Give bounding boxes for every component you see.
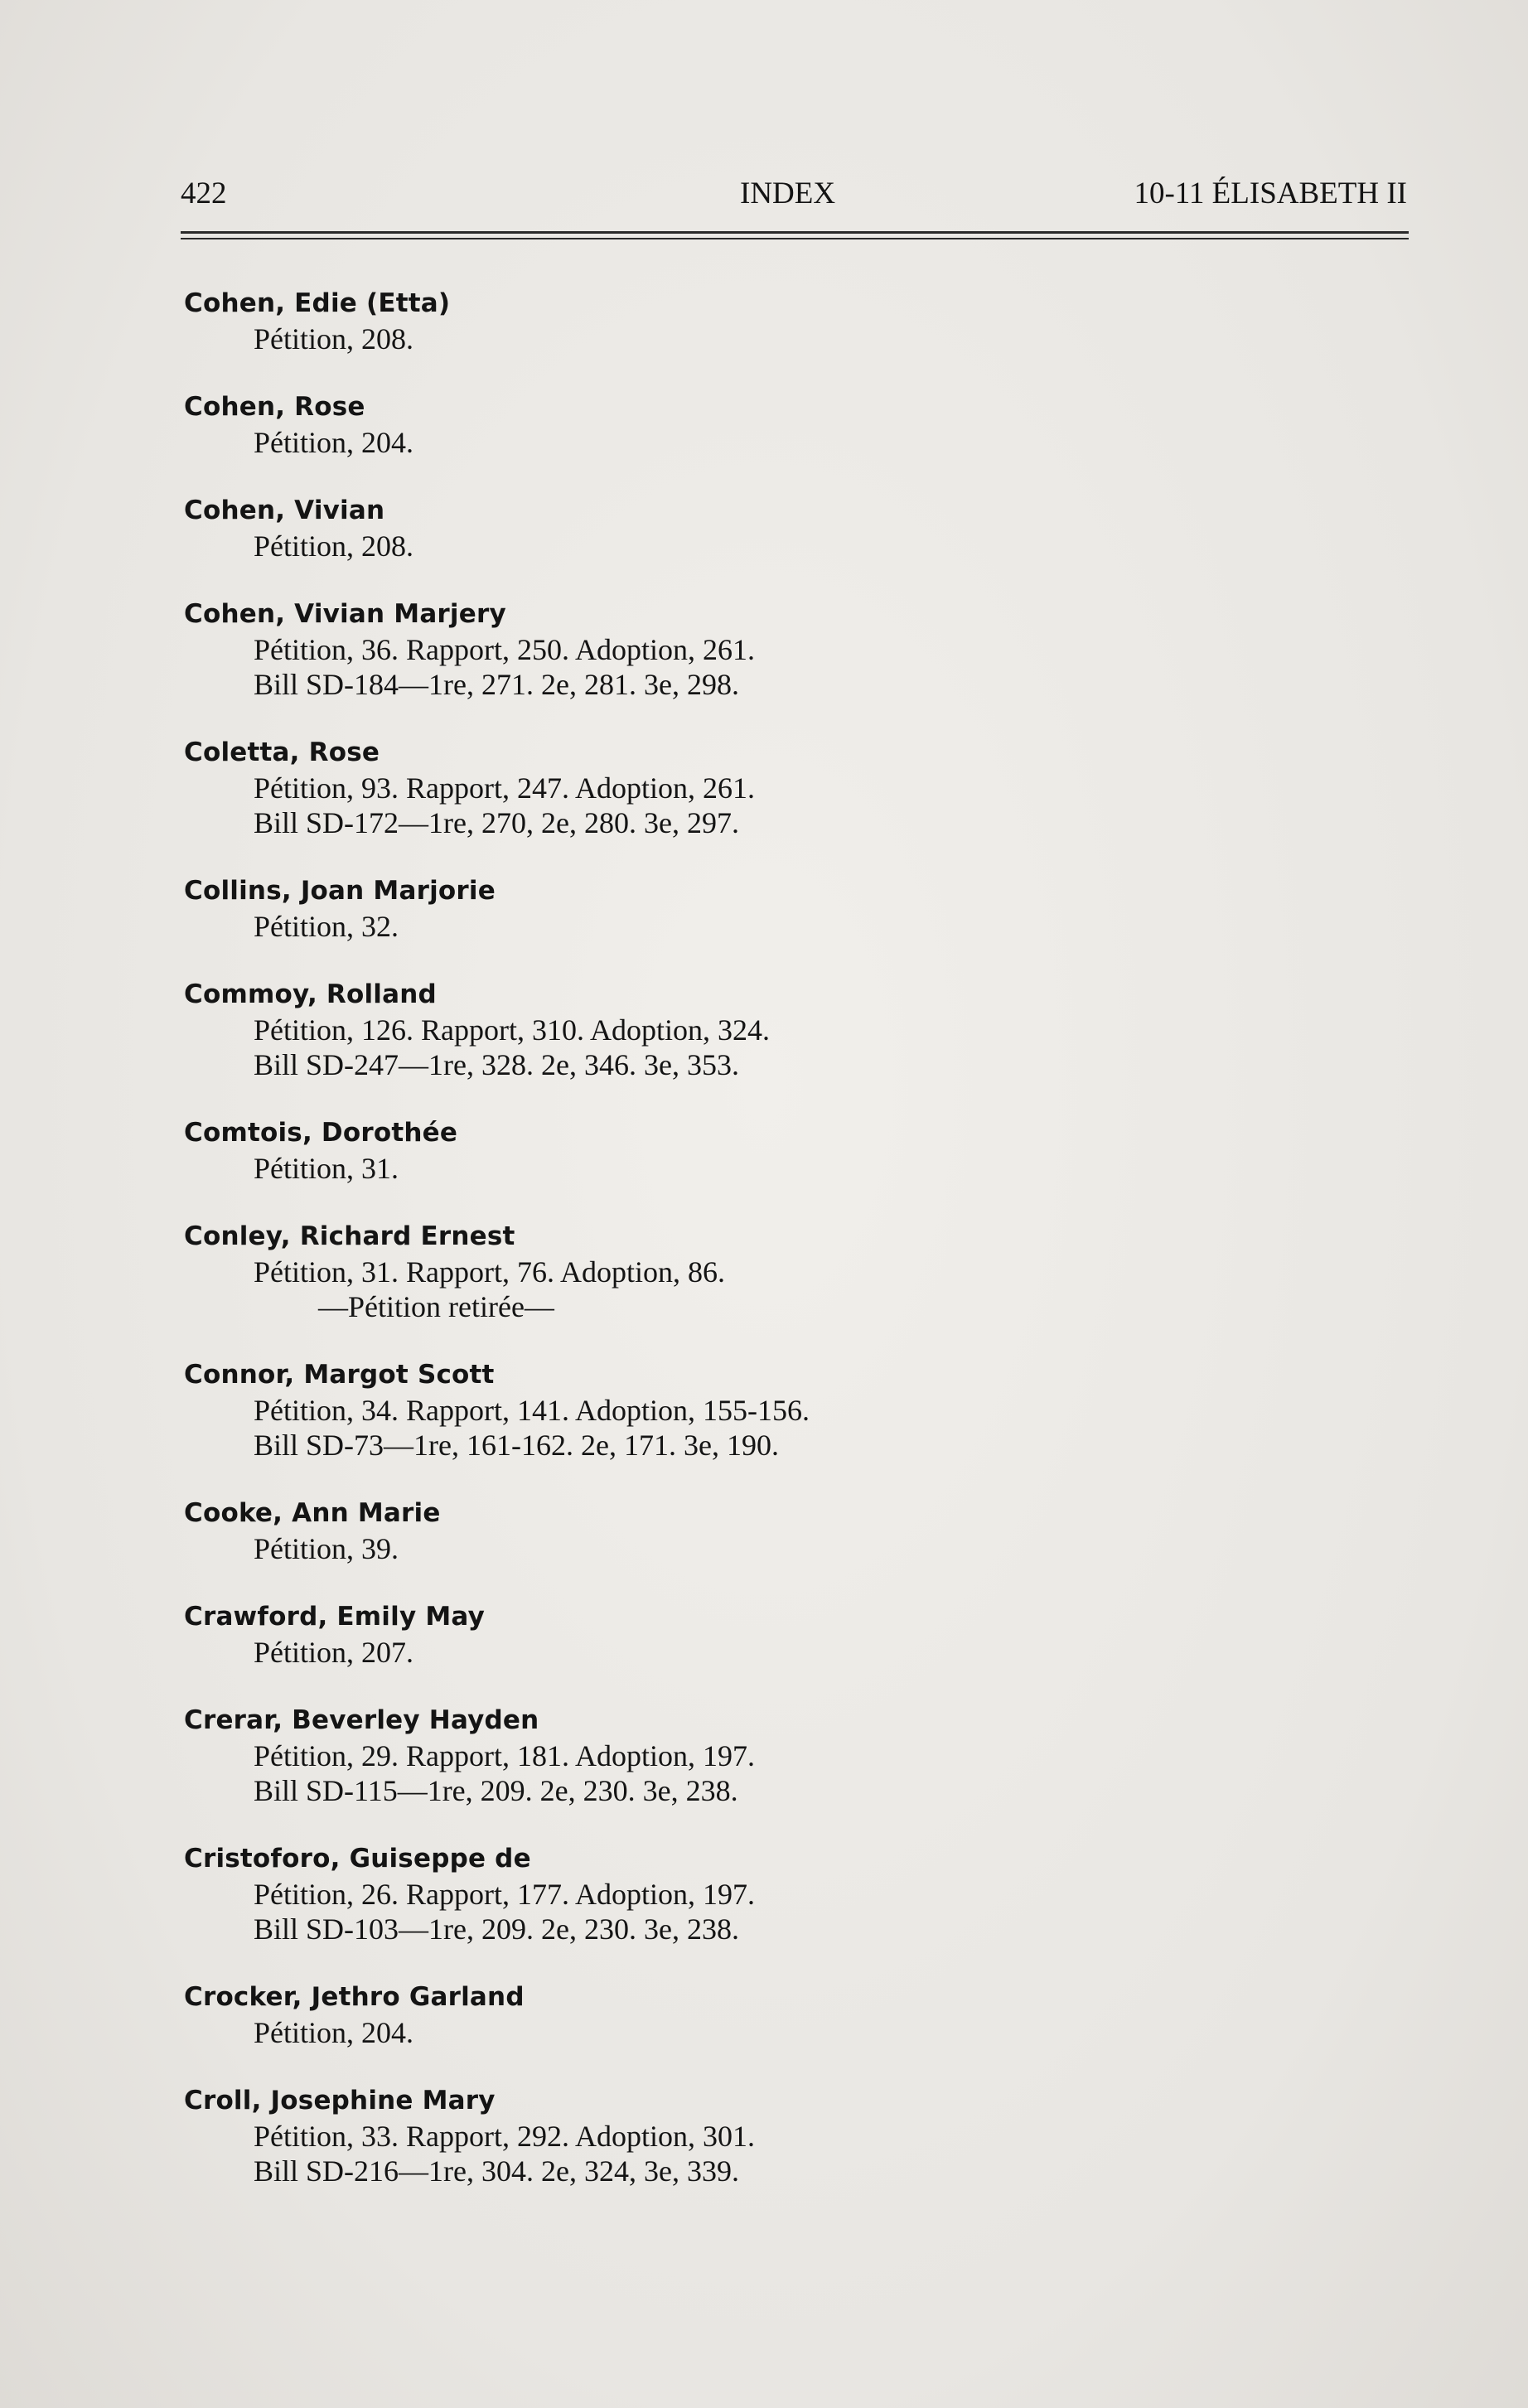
entry-name: Collins, Joan Marjorie (184, 876, 496, 906)
index-entry (184, 492, 1344, 563)
entry-reference-line: Pétition, 39. (254, 1532, 399, 1565)
page-number: 422 (181, 176, 227, 210)
index-entry (184, 596, 1344, 702)
header-rule-bottom (181, 238, 1409, 239)
entry-reference-line: Pétition, 26. Rapport, 177. Adoption, 197. (254, 1878, 756, 1911)
index-entry (184, 389, 1344, 460)
index-entry (184, 1979, 1344, 2050)
entry-reference-line: Bill SD-247—1re, 328. 2e, 346. 3e, 353. (254, 1048, 739, 1081)
index-entry (184, 1495, 1344, 1566)
page-header (181, 176, 1407, 217)
entry-reference-line: Bill SD-73—1re, 161-162. 2e, 171. 3e, 190. (254, 1429, 779, 1462)
index-entry (184, 1115, 1344, 1186)
entry-name: Crerar, Beverley Hayden (184, 1705, 539, 1735)
entry-reference-line: Pétition, 34. Rapport, 141. Adoption, 155-156. (254, 1394, 810, 1427)
entry-reference-line: Bill SD-115—1re, 209. 2e, 230. 3e, 238. (254, 1774, 738, 1807)
entry-reference-line: Pétition, 36. Rapport, 250. Adoption, 261. (254, 633, 756, 666)
entry-note: —Pétition retirée— (318, 1290, 554, 1323)
entry-reference-line: Pétition, 207. (254, 1636, 414, 1669)
entry-reference-line: Pétition, 208. (254, 322, 414, 355)
entry-name: Crocker, Jethro Garland (184, 1982, 525, 2012)
entry-reference-line: Pétition, 208. (254, 529, 414, 563)
entry-reference-line: Bill SD-184—1re, 271. 2e, 281. 3e, 298. (254, 668, 739, 701)
entry-name: Cooke, Ann Marie (184, 1498, 441, 1528)
index-entry (184, 1598, 1344, 1670)
entry-reference-line: Pétition, 204. (254, 426, 414, 459)
entry-reference-line: Pétition, 32. (254, 910, 399, 943)
index-entry (184, 2082, 1344, 2188)
entry-name: Crawford, Emily May (184, 1602, 485, 1632)
entry-name: Commoy, Rolland (184, 979, 437, 1009)
entry-name: Cohen, Vivian (184, 496, 385, 525)
index-entry (184, 1218, 1344, 1324)
entry-reference-line: Bill SD-172—1re, 270, 2e, 280. 3e, 297. (254, 806, 739, 839)
entry-reference-line: Pétition, 93. Rapport, 247. Adoption, 261. (254, 771, 756, 805)
entry-reference-line: Pétition, 126. Rapport, 310. Adoption, 324. (254, 1013, 771, 1047)
volume-title: 10-11 ÉLISABETH II (1134, 176, 1407, 210)
entry-name: Cristoforo, Guiseppe de (184, 1844, 531, 1874)
index-entry (184, 285, 1344, 356)
index-entry (184, 1356, 1344, 1463)
entry-reference-line: Pétition, 33. Rapport, 292. Adoption, 301. (254, 2120, 756, 2153)
section-title: INDEX (740, 176, 836, 210)
entry-name: Coletta, Rose (184, 737, 380, 767)
index-entry (184, 873, 1344, 944)
entry-name: Conley, Richard Ernest (184, 1221, 515, 1251)
entry-reference-line: Pétition, 29. Rapport, 181. Adoption, 197. (254, 1739, 756, 1772)
index-entries (184, 285, 1344, 2221)
index-entry (184, 734, 1344, 840)
entry-name: Cohen, Rose (184, 392, 365, 422)
index-entry (184, 976, 1344, 1082)
entry-name: Connor, Margot Scott (184, 1360, 495, 1390)
entry-name: Croll, Josephine Mary (184, 2086, 496, 2115)
index-entry (184, 1840, 1344, 1946)
entry-name: Comtois, Dorothée (184, 1118, 458, 1148)
entry-reference-line: Pétition, 31. Rapport, 76. Adoption, 86. (254, 1255, 726, 1289)
entry-reference-line: Bill SD-103—1re, 209. 2e, 230. 3e, 238. (254, 1912, 739, 1946)
index-entry (184, 1702, 1344, 1808)
header-rule-top (181, 231, 1409, 234)
entry-reference-line: Pétition, 204. (254, 2016, 414, 2049)
entry-name: Cohen, Vivian Marjery (184, 599, 506, 629)
entry-name: Cohen, Edie (Etta) (184, 288, 451, 318)
entry-reference-line: Bill SD-216—1re, 304. 2e, 324, 3e, 339. (254, 2154, 739, 2188)
entry-reference-line: Pétition, 31. (254, 1152, 399, 1185)
